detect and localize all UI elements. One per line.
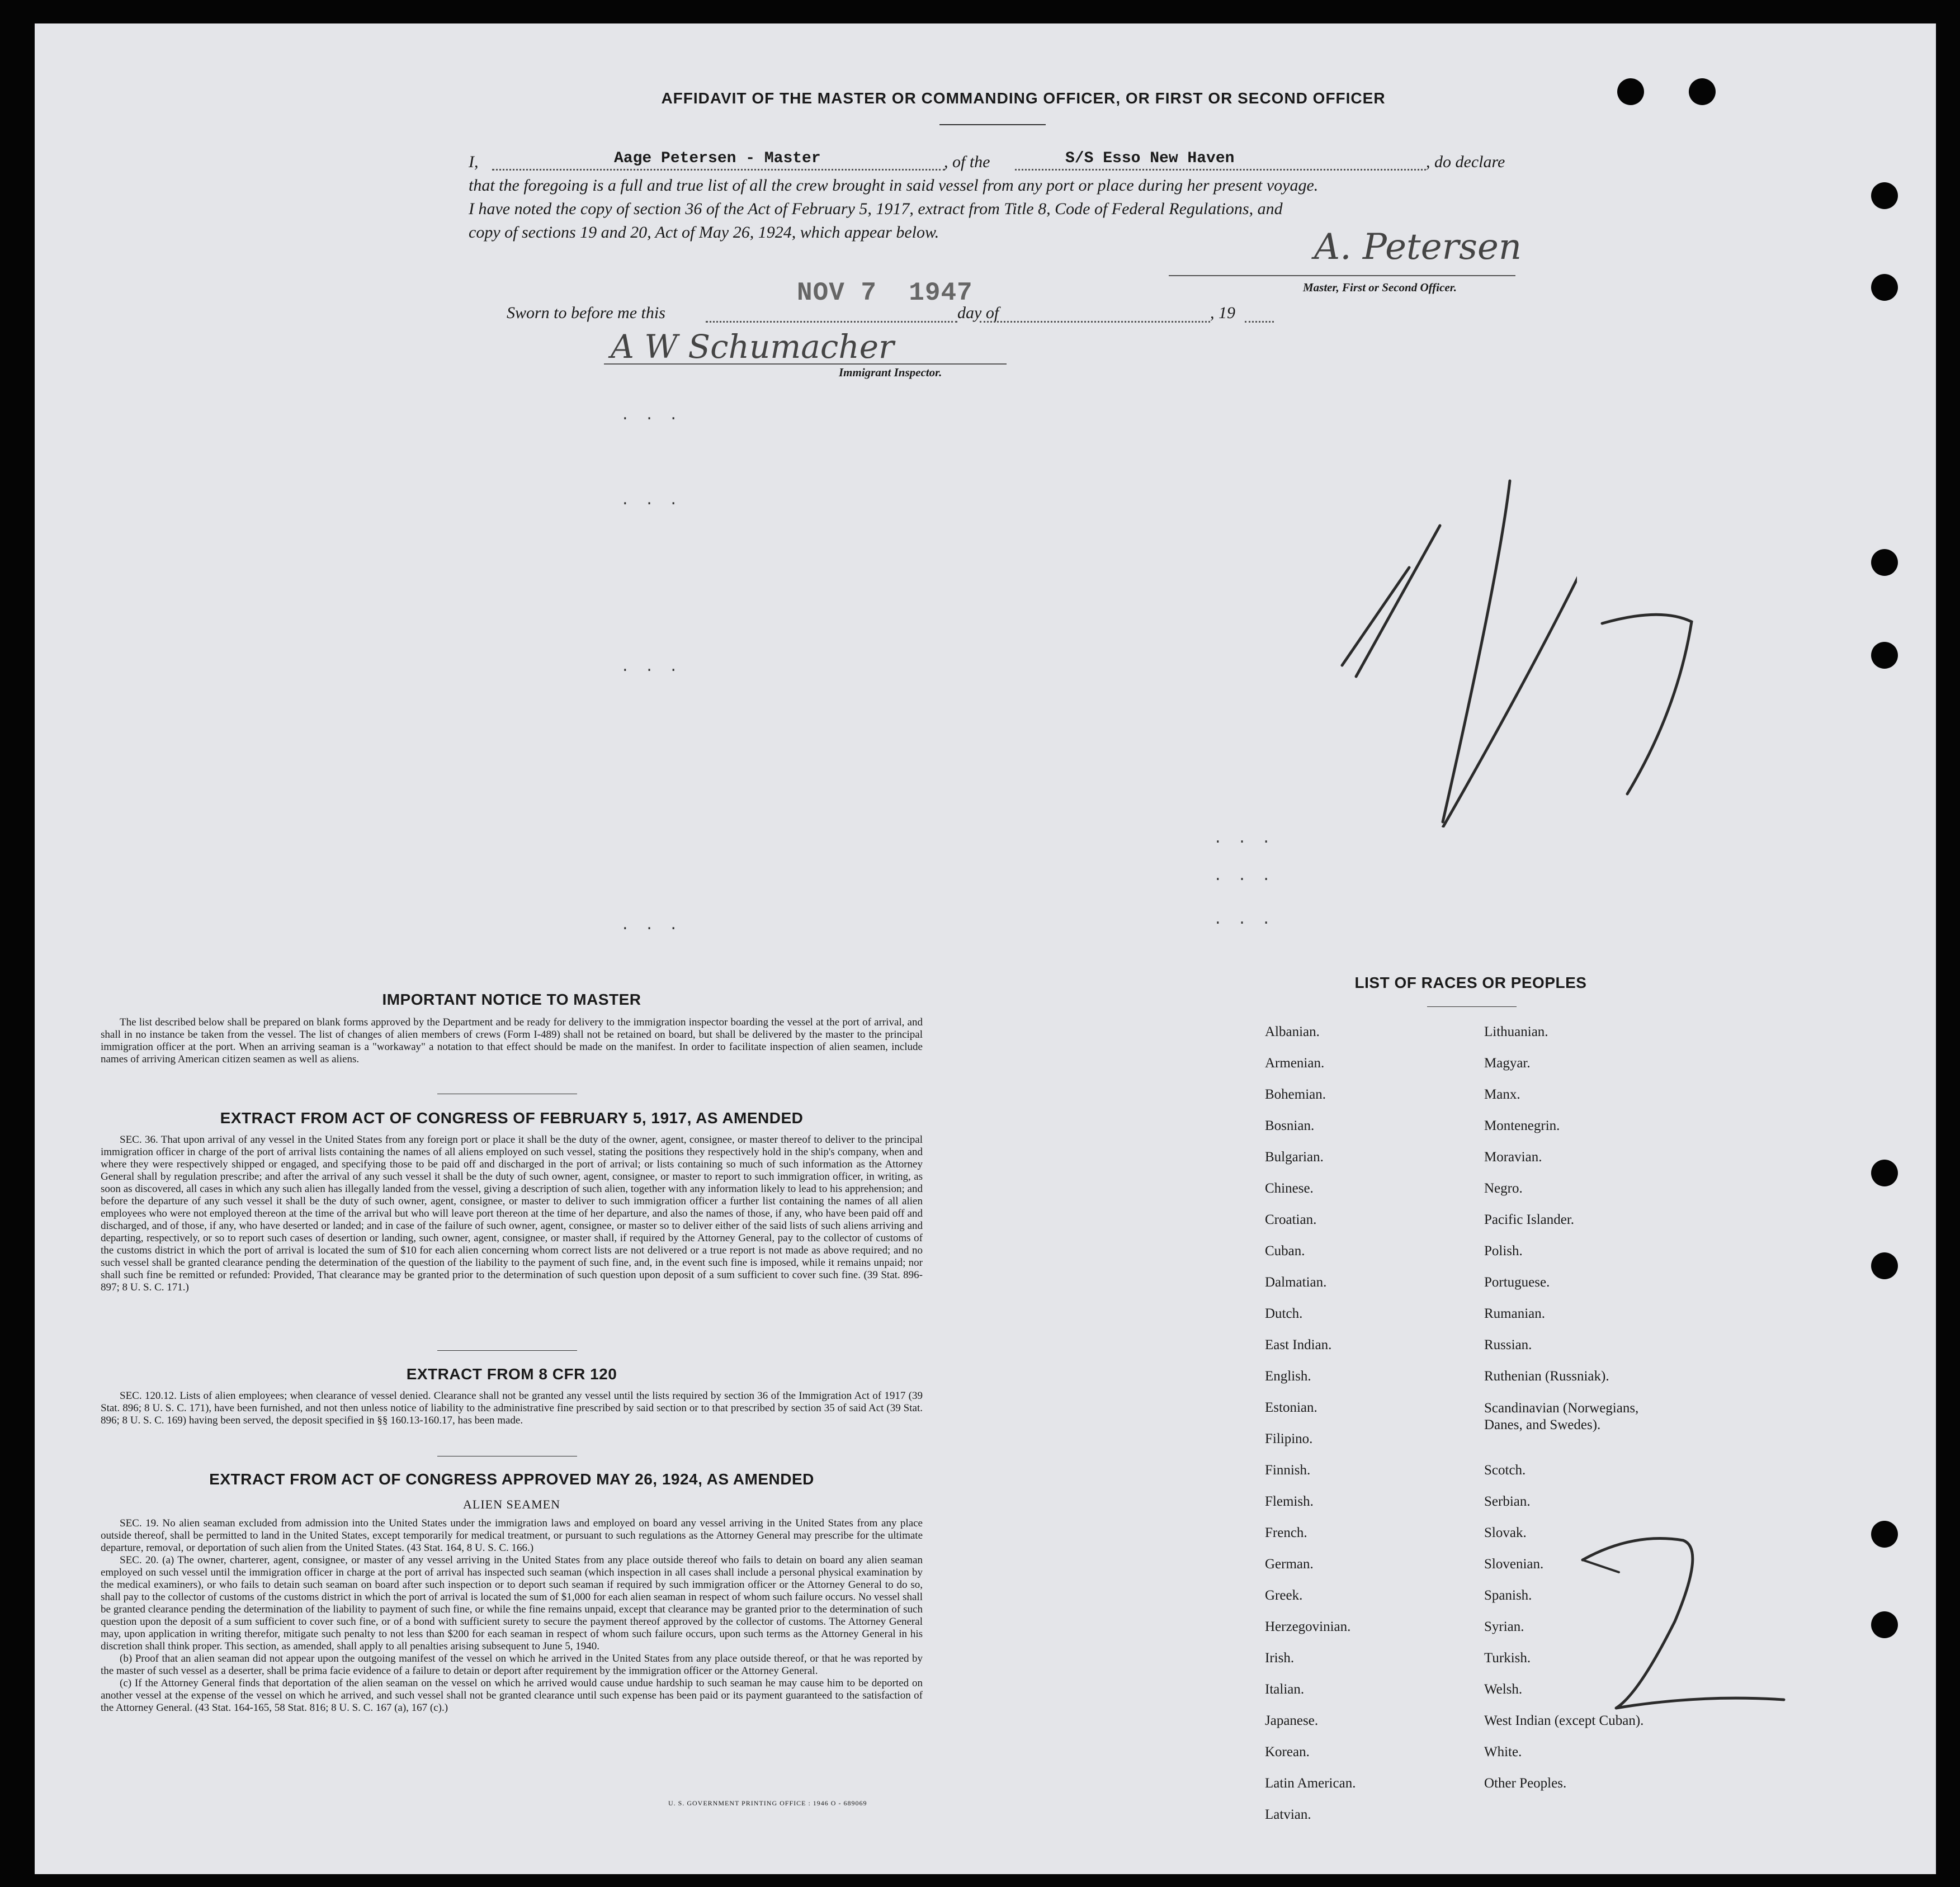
master-name: Aage Petersen - Master: [614, 150, 821, 167]
binder-hole: [1871, 1611, 1898, 1638]
divider: [939, 124, 1046, 125]
race-item: Russian.: [1484, 1337, 1532, 1352]
binder-hole: [1689, 78, 1716, 105]
month-blank: [980, 321, 1210, 323]
race-item: Latin American.: [1265, 1776, 1356, 1791]
sec-20a-paragraph: SEC. 20. (a) The owner, charterer, agent, consignee, or master of any vessel arriving in the United States from any place outside thereof who fails to detain on board any alien seaman employed on such vessel until the immigration officer in charge at the port of arrival has inspected such seaman (which inspection in all cases shall include a personal physical examination by the medical examiners), or who fails to detain such seaman on board after such inspection or to deport such seaman if required by such immigration officer or the Attorney General to do so, shall pay to the collector of customs of the customs district in which the port of arrival is located the sum of $1,000 for each alien seaman in respect of whom such failure occurs. No vessel shall be granted clearance pending the determination of the liability to payment of such fine, or while the fine remains unpaid, except that clearance may be granted prior to the determination of such question upon the deposit of a sum sufficient to cover such fine, or of a bond with sufficient surety to secure the payment thereof approved by the collector of customs. The Attorney General may, upon application in writing therefor, mitigate such penalty to not less than $200 for each seaman in respect of whom such failure occurs, upon such terms as the Attorney General in his discretion shall think proper. This section, as amended, shall apply to all penalties arising subsequent to June 5, 1940.: [101, 1554, 923, 1652]
race-item: Other Peoples.: [1484, 1776, 1567, 1791]
extract-1924-title: EXTRACT FROM ACT OF CONGRESS APPROVED MAY 26, 1924, AS AMENDED: [209, 1470, 814, 1488]
notice-paragraph: The list described below shall be prepared on blank forms approved by the Department and be ready for delivery to the immigration inspector boarding the vessel at the port of arrival, and shall in no instance be taken from the vessel. The list of changes of alien members of crews (Form I-489) shall not be retained on board, but shall be delivered by the master to the principal immigration officer at the port. When an arriving seaman is a "workaway" a notation to that effect should be made on the manifest. In order to facilitate inspection of alien seamen, include names of arriving American citizen seamen as well as aliens.: [101, 1016, 923, 1065]
race-item: Scotch.: [1484, 1463, 1526, 1478]
year-label: , 19: [1210, 304, 1235, 322]
show-through-mark: . . .: [621, 659, 682, 675]
race-item: Estonian.: [1265, 1400, 1317, 1415]
notice-title: IMPORTANT NOTICE TO MASTER: [382, 991, 641, 1008]
race-item: White.: [1484, 1744, 1522, 1760]
extract-1917-body: [101, 1134, 923, 1294]
alien-seamen-subtitle: ALIEN SEAMEN: [463, 1497, 560, 1511]
race-item: Latvian.: [1265, 1807, 1311, 1822]
race-item: German.: [1265, 1557, 1314, 1572]
extract-8cfr-paragraph: SEC. 120.12. Lists of alien employees; when clearance of vessel denied. Clearance shall not be granted any vessel until the lists required by section 36 of the Immigration Act of 1917 (39 Stat. 896; 8 U. S. C. 171), have been furnished, and not then unless notice of liability to the administrative fine prescribed by said section or to that prescribed by section 35 of said Act (39 Stat. 896; 8 U. S. C. 169) having been served, the deposit specified in §§ 160.13-160.17, has been made.: [101, 1390, 923, 1426]
sworn-label: Sworn to before me this: [507, 304, 665, 322]
race-item: Spanish.: [1484, 1588, 1532, 1603]
extract-8cfr-title: EXTRACT FROM 8 CFR 120: [406, 1365, 617, 1383]
binder-hole: [1871, 1160, 1898, 1186]
show-through-mark: . . .: [1213, 911, 1274, 928]
race-item: Negro.: [1484, 1181, 1523, 1196]
binder-hole: [1871, 1521, 1898, 1548]
race-item: Bohemian.: [1265, 1087, 1326, 1102]
race-item: Flemish.: [1265, 1494, 1314, 1509]
race-item: Cuban.: [1265, 1243, 1305, 1259]
race-item: Serbian.: [1484, 1494, 1531, 1509]
binder-hole: [1871, 549, 1898, 576]
race-item: English.: [1265, 1369, 1311, 1384]
sworn-day-blank: [706, 321, 957, 323]
notice-body: [101, 1016, 923, 1066]
race-item: Dalmatian.: [1265, 1275, 1327, 1290]
binder-hole: [1871, 274, 1898, 301]
binder-hole: [1871, 1252, 1898, 1279]
race-item: Portuguese.: [1484, 1275, 1550, 1290]
show-through-mark: . . .: [1213, 830, 1274, 847]
do-declare-label: , do declare: [1426, 153, 1505, 171]
race-item: Irish.: [1265, 1650, 1295, 1666]
race-item: Croatian.: [1265, 1212, 1317, 1227]
i-label: I,: [469, 153, 479, 171]
race-item: Pacific Islander.: [1484, 1212, 1575, 1227]
race-item: Turkish.: [1484, 1650, 1531, 1666]
year-blank: [1245, 321, 1274, 323]
race-item: French.: [1265, 1525, 1307, 1540]
race-item: Herzegovinian.: [1265, 1619, 1351, 1634]
race-item: Rumanian.: [1484, 1306, 1546, 1321]
master-signature: A. Petersen: [1314, 226, 1522, 268]
race-item: Slovak.: [1484, 1525, 1527, 1540]
master-caption: Master, First or Second Officer.: [1303, 281, 1457, 294]
printing-office-footer: U. S. GOVERNMENT PRINTING OFFICE : 1946 O - 689069: [668, 1799, 867, 1807]
race-item: East Indian.: [1265, 1337, 1332, 1352]
inspector-caption: Immigrant Inspector.: [839, 366, 942, 379]
show-through-mark: . . .: [621, 917, 682, 934]
handwritten-seven-mark: [1594, 609, 1739, 811]
vessel-blank: [1015, 169, 1426, 171]
sec-20c-paragraph: (c) If the Attorney General finds that deportation of the alien seaman on the vessel on which he arrived would cause undue hardship to such seaman he may cause him to be deported on another vessel at the expense of the vessel on which he arrived, and such vessel shall not be granted clearance until such expense has been paid or its payment guaranteed to the satisfaction of the Attorney General. (43 Stat. 164-165, 58 Stat. 816; 8 U. S. C. 167 (a), 167 (c).): [101, 1677, 923, 1714]
day-of-label: day of: [957, 304, 999, 322]
race-item: West Indian (except Cuban).: [1484, 1713, 1644, 1728]
race-item: Syrian.: [1484, 1619, 1524, 1634]
binder-hole: [1871, 182, 1898, 209]
race-item: Filipino.: [1265, 1431, 1313, 1446]
race-item: Polish.: [1484, 1243, 1523, 1259]
declaration-line-3: I have noted the copy of section 36 of the Act of February 5, 1917, extract from Title 8, Code of Federal Regulations, and: [469, 200, 1283, 218]
race-item: Magyar.: [1484, 1056, 1531, 1071]
races-left-column: [1265, 1016, 1356, 1831]
declaration-line-1: [469, 150, 479, 174]
affidavit-title: AFFIDAVIT OF THE MASTER OR COMMANDING OFFICER, OR FIRST OR SECOND OFFICER: [661, 89, 1386, 107]
race-item: Manx.: [1484, 1087, 1520, 1102]
sec-19-paragraph: SEC. 19. No alien seaman excluded from admission into the United States under the immigration laws and employed on board any vessel arriving in the United States from any place outside thereof, shall be permitted to land in the United States, except temporarily for medical treatment, or pursuant to such regulations as the Attorney General may prescribe for the ultimate departure, removal, or deportation of such alien from the United States. (43 Stat. 164, 8 U. S. C. 166.): [101, 1517, 923, 1554]
race-item: Armenian.: [1265, 1056, 1325, 1071]
extract-8cfr-body: [101, 1390, 923, 1427]
race-item: Italian.: [1265, 1682, 1305, 1697]
divider: [437, 1350, 577, 1351]
race-item: Dutch.: [1265, 1306, 1303, 1321]
race-item: Moravian.: [1484, 1150, 1542, 1165]
binder-hole: [1617, 78, 1644, 105]
declaration-line-4: copy of sections 19 and 20, Act of May 26, 1924, which appear below.: [469, 223, 939, 242]
races-title: LIST OF RACES OR PEOPLES: [1354, 974, 1587, 991]
vessel-name: S/S Esso New Haven: [1065, 150, 1235, 167]
race-item: Greek.: [1265, 1588, 1303, 1603]
inspector-blank: [604, 363, 1007, 365]
race-item: Korean.: [1265, 1744, 1310, 1760]
show-through-mark: . . .: [621, 492, 682, 509]
date-stamp: NOV 7 1947: [797, 278, 973, 308]
extract-1924-body: [101, 1517, 923, 1714]
show-through-mark: . . .: [621, 407, 682, 424]
extract-1917-paragraph: SEC. 36. That upon arrival of any vessel in the United States from any foreign port or place it shall be the duty of the owner, agent, consignee, or master thereof to deliver to the principal immigration officer in charge of the port of arrival lists containing the names of all aliens employed on such vessel, stating the positions they respectively hold in the ship's company, when and where they were respectively shipped or engaged, and specifying those to be paid off and discharged in the port of arrival; or lists containing so much of such information as the Attorney General shall by regulation prescribe; and after the arrival of any such vessel it shall be the duty of such owner, agent, consignee, or master to report to such immigration officer, in writing, as soon as discovered, all cases in which any such alien has illegally landed from the vessel, giving a description of such alien, together with any information likely to lead to his apprehension; and before the departure of any such vessel it shall be the duty of such owner, agent, consignee, or master to deliver to such immigration officer a further list containing the names of all alien employees who were not employed thereon at the time of the arrival but who will leave port thereon at the time of her departure, and also the names of those, if any, who have been paid off and discharged, and of those, if any, who have deserted or landed; and in case of the failure of such owner, agent, consignee, or master so to deliver either of the said lists of such aliens arriving and departing, respectively, or so to report such cases of desertion or landing, such owner, agent, consignee, or master shall, if required by the Attorney General, pay to the collector of customs of the customs district in which the port of arrival is located the sum of $10 for each alien concerning whom correct lists are not delivered or a true report is not made as above required; and no such vessel shall be granted clearance pending the determination of the question of the liability to the payment of such fine, and, in the event such fine is imposed, while it remains unpaid; nor shall such fine be remitted or refunded: Provided, That clearance may be granted prior to the determination of such question upon deposit of a sum sufficient to cover such fine. (39 Stat. 896-897; 8 U. S. C. 171.): [101, 1134, 923, 1293]
inspector-signature: A W Schumacher: [611, 328, 894, 366]
binder-hole: [1871, 642, 1898, 669]
signature-blank: [1169, 275, 1515, 276]
of-the-label: , of the: [944, 153, 990, 171]
handwritten-page-number-mark: [1566, 1510, 1801, 1744]
show-through-mark: . . .: [1213, 868, 1274, 885]
race-item: Montenegrin.: [1484, 1118, 1560, 1133]
race-item: Finnish.: [1265, 1463, 1311, 1478]
race-item: Albanian.: [1265, 1024, 1320, 1039]
handwritten-fraction-mark: [1331, 436, 1577, 827]
declaration-line-2: that the foregoing is a full and true list of all the crew brought in said vessel from any port or place during her present voyage.: [469, 176, 1319, 195]
sec-20b-paragraph: (b) Proof that an alien seaman did not appear upon the outgoing manifest of the vessel on which he arrived in the United States from any place outside thereof, or that he was reported by the master of such vessel as a deserter, shall be prima facie evidence of a failure to detain or deport after requirement by the immigration officer or the Attorney General.: [101, 1653, 923, 1677]
race-item: Slovenian.: [1484, 1557, 1544, 1572]
race-item: Chinese.: [1265, 1181, 1314, 1196]
race-item: Bulgarian.: [1265, 1150, 1324, 1165]
race-item: Welsh.: [1484, 1682, 1523, 1697]
extract-1917-title: EXTRACT FROM ACT OF CONGRESS OF FEBRUARY 5, 1917, AS AMENDED: [220, 1109, 804, 1127]
race-item: Lithuanian.: [1484, 1024, 1548, 1039]
race-item: Bosnian.: [1265, 1118, 1315, 1133]
divider: [1427, 1006, 1517, 1007]
race-item: Scandinavian (Norwegians, Danes, and Swedes).: [1484, 1401, 1639, 1432]
name-blank: [492, 169, 945, 171]
race-item: Ruthenian (Russniak).: [1484, 1369, 1609, 1384]
race-item: Japanese.: [1265, 1713, 1319, 1728]
